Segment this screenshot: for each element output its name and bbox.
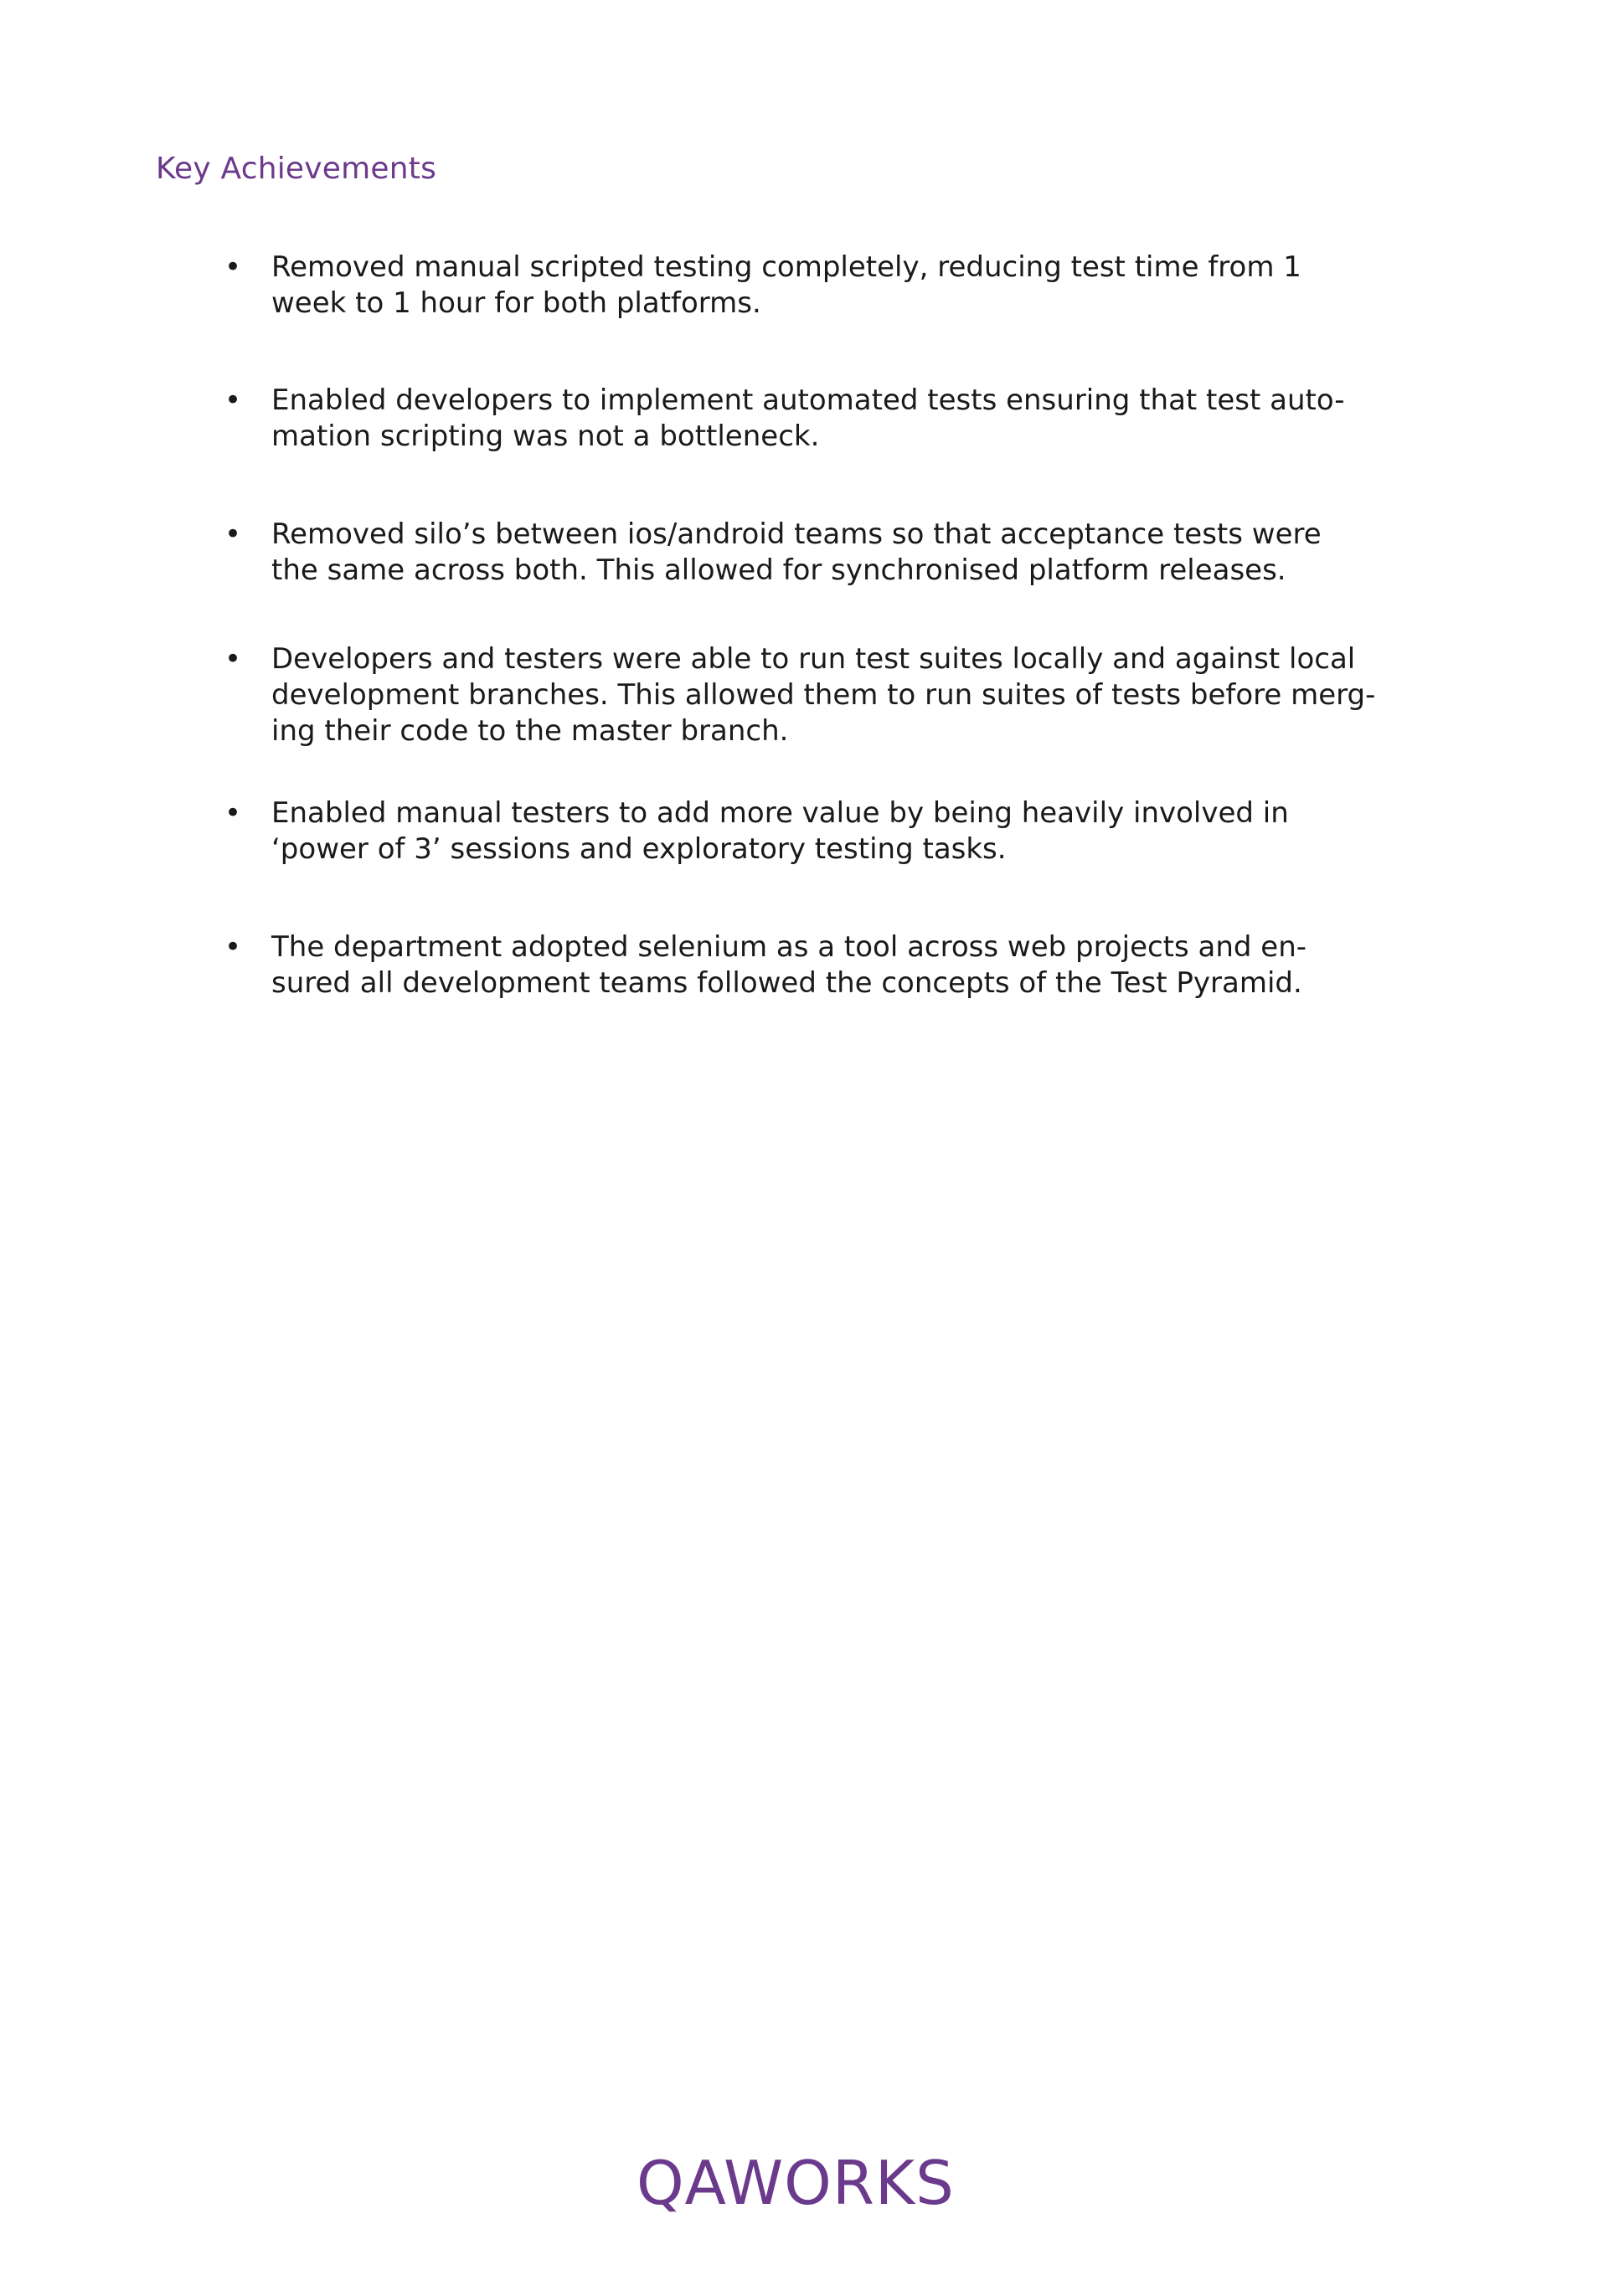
bullet-icon: • — [224, 930, 242, 964]
logo-text: QAWORKS — [636, 2148, 955, 2218]
bullet-icon: • — [224, 517, 242, 551]
bullet-icon: • — [224, 642, 242, 676]
bullet-icon: • — [224, 796, 242, 830]
achievement-text: Enabled developers to implement automated tests ensuring that test auto- mation scripting was not a bottleneck. — [271, 384, 1345, 453]
achievement-text: Enabled manual testers to add more value by being heavily involved in ‘power of 3’ sessions and exploratory testing tasks. — [271, 796, 1289, 866]
achievement-text: Developers and testers were able to run test suites locally and against local development branches. This allowed them to run suites of tests before merg- ing their code to the master branch. — [271, 642, 1376, 748]
bullet-icon: • — [224, 384, 242, 417]
achievement-text: The department adopted selenium as a tool across web projects and en- sured all development teams followed the concepts of the Test Pyramid. — [271, 930, 1307, 1000]
section-heading: Key Achievements — [156, 152, 437, 186]
qaworks-logo — [636, 2148, 972, 2223]
bullet-icon: • — [224, 250, 242, 284]
achievement-text: Removed manual scripted testing completely, reducing test time from 1 week to 1 hour for both platforms. — [271, 250, 1301, 320]
achievement-text: Removed silo’s between ios/android teams so that acceptance tests were the same across both. This allowed for synchronised platform releases. — [271, 517, 1322, 587]
